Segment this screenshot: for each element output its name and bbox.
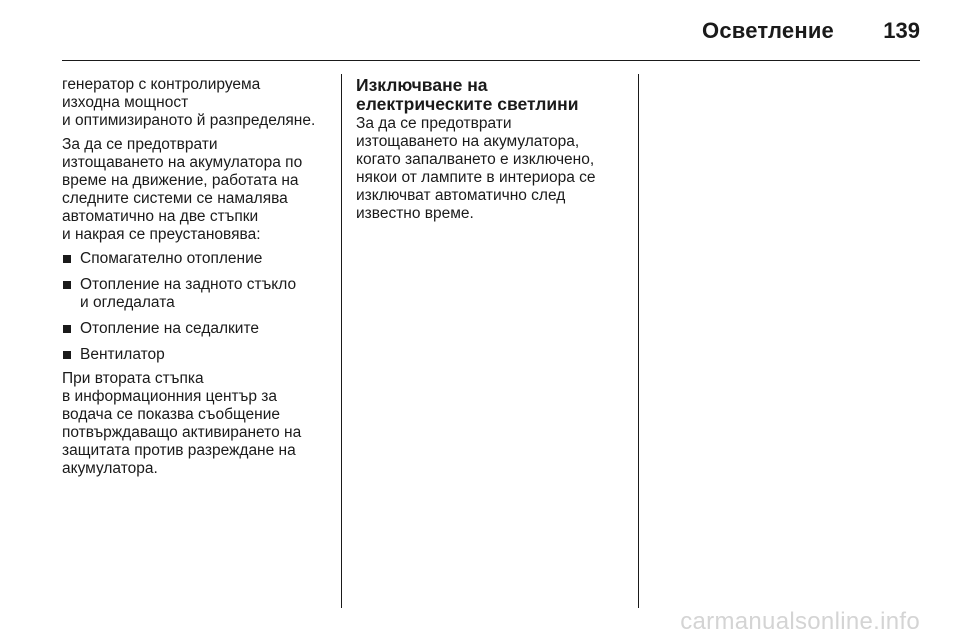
list-item-text: Вентилатор <box>80 346 165 363</box>
section-title: Осветление <box>702 18 834 43</box>
list-item-text: Спомагателно отопление <box>80 250 263 267</box>
middle-column <box>356 76 632 229</box>
watermark: carmanualsonline.info <box>680 608 920 635</box>
reduced-systems-list <box>62 250 334 364</box>
page-header <box>62 14 920 58</box>
column-divider-left <box>341 74 342 608</box>
left-column <box>62 76 334 484</box>
square-bullet-icon <box>63 351 71 359</box>
list-item <box>62 276 334 312</box>
square-bullet-icon <box>63 255 71 263</box>
square-bullet-icon <box>63 281 71 289</box>
subsection-heading: Изключване на електрическите светлини <box>356 75 579 114</box>
paragraph-generator: генератор с контролируема изходна мощност и оптимизираното й разпределяне. <box>62 76 316 129</box>
list-item <box>62 320 334 338</box>
paragraph-battery-protection: За да се предотврати изтощаването на акумулатора по време на движение, работата на следните системи се намалява автоматично на две стъпки и накрая се преустановява: <box>62 136 303 243</box>
list-item <box>62 250 334 268</box>
column-divider-right <box>638 74 639 608</box>
header-divider <box>62 60 920 61</box>
list-item-text: Отопление на задното стъкло и огледалата <box>80 276 297 311</box>
page-number: 139 <box>883 18 920 43</box>
list-item-text: Отопление на седалките <box>80 320 260 337</box>
square-bullet-icon <box>63 325 71 333</box>
list-item <box>62 346 334 364</box>
paragraph-lights-off: За да се предотврати изтощаването на акумулатора, когато запалването е изключено, някои от лампите в интериора се изключват автоматично след известно време. <box>356 115 596 222</box>
paragraph-second-stage: При втората стъпка в информационния център за водача се показва съобщение потвърждаващо активирането на защитата против разреждане на акумулатора. <box>62 370 302 477</box>
